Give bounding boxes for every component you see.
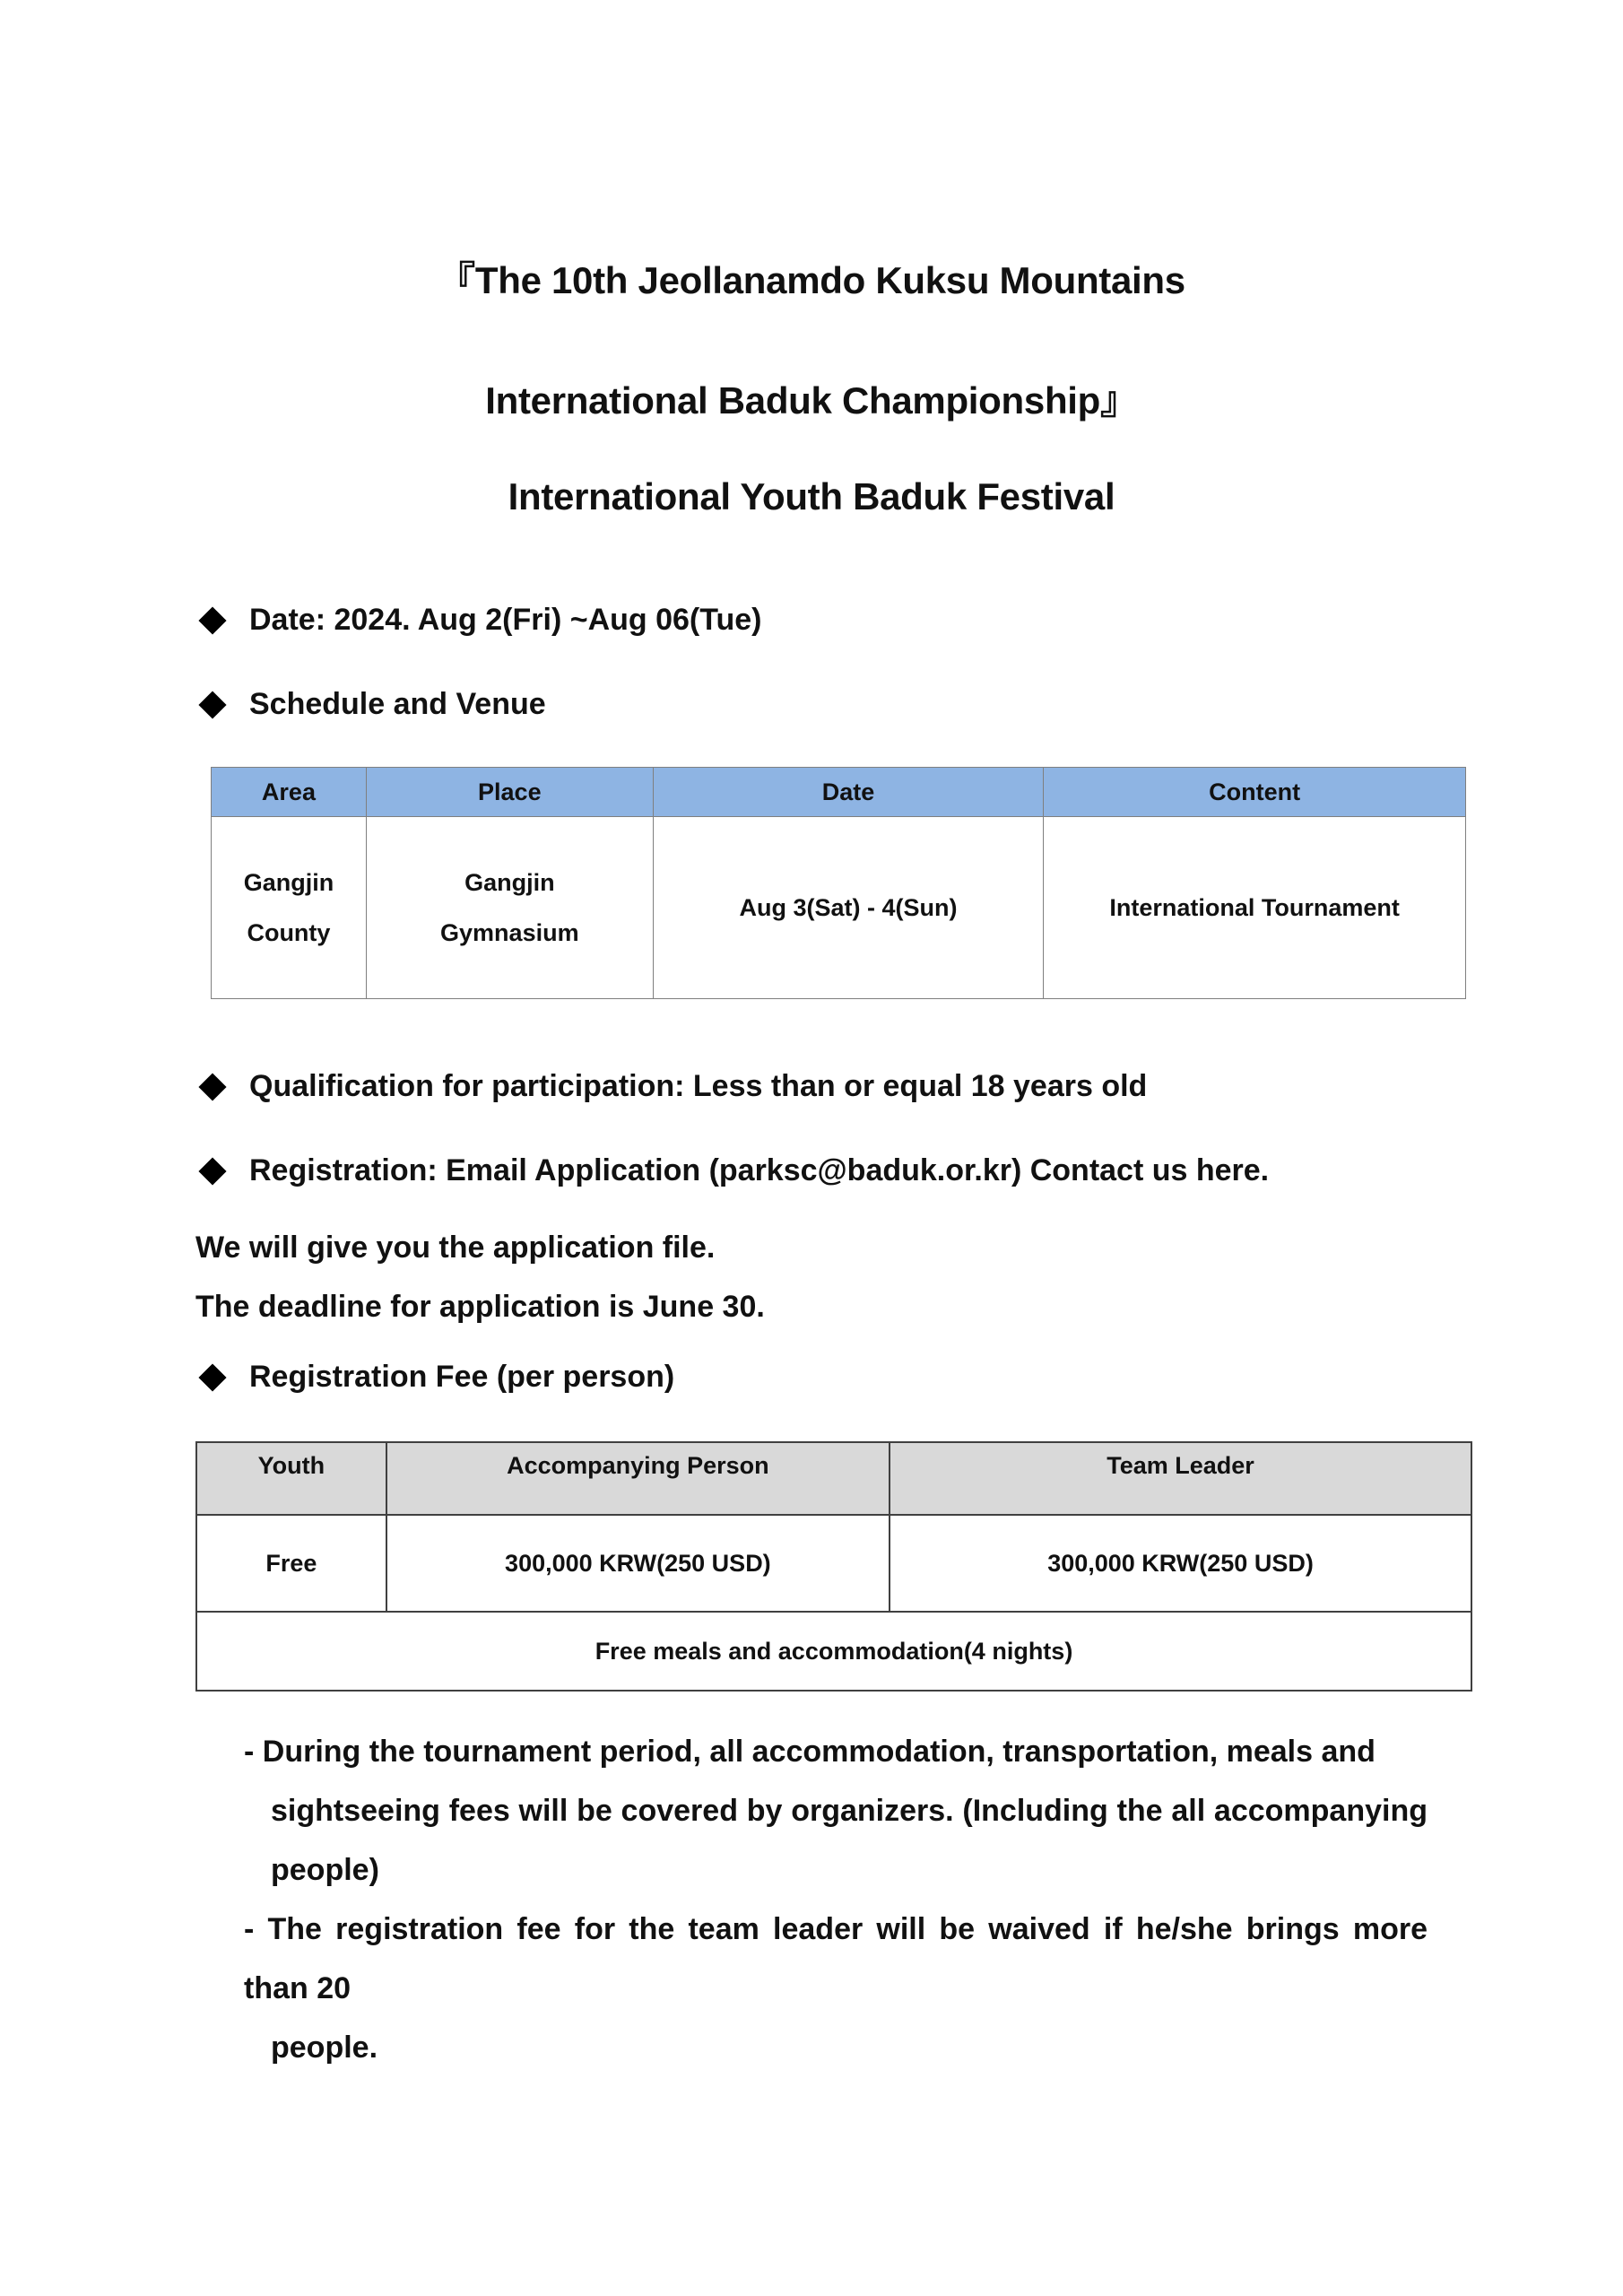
cell-date: Aug 3(Sat) - 4(Sun) bbox=[653, 817, 1044, 999]
black-diamond-icon bbox=[198, 1073, 226, 1100]
date-text: Date: 2024. Aug 2(Fri) ~Aug 06(Tue) bbox=[249, 603, 762, 637]
note-2-line-2: people. bbox=[271, 2031, 378, 2065]
fee-table bbox=[195, 1441, 1472, 1692]
application-file-text: We will give you the application file. bbox=[195, 1231, 716, 1265]
column-header-content: Content bbox=[1044, 768, 1466, 817]
note-1 bbox=[244, 1722, 1428, 1900]
table-row bbox=[212, 817, 1466, 999]
black-diamond-icon bbox=[198, 691, 226, 718]
column-header-youth: Youth bbox=[196, 1442, 386, 1515]
cell-team-leader-fee: 300,000 KRW(250 USD) bbox=[890, 1515, 1471, 1612]
fee-heading-item bbox=[195, 1360, 674, 1395]
note-2-line-1: - The registration fee for the team leader will be waived if he/she brings more than 20 bbox=[244, 1912, 1428, 2005]
title-line-1: 『The 10th Jeollanamdo Kuksu Mountains bbox=[438, 259, 1185, 301]
date-item bbox=[195, 603, 762, 638]
black-diamond-icon bbox=[198, 606, 226, 634]
fee-header-row bbox=[196, 1442, 1471, 1515]
column-header-accompanying: Accompanying Person bbox=[386, 1442, 890, 1515]
black-diamond-icon bbox=[198, 1363, 226, 1391]
area-line-1: Gangjin bbox=[243, 869, 334, 896]
cell-youth-fee: Free bbox=[196, 1515, 386, 1612]
registration-text: Registration: Email Application (parksc@baduk.or.kr) Contact us here. bbox=[249, 1153, 1270, 1187]
table-row bbox=[196, 1515, 1471, 1612]
title-line-2: International Baduk Championship』 bbox=[485, 379, 1138, 422]
cell-place bbox=[366, 817, 653, 999]
column-header-team-leader: Team Leader bbox=[890, 1442, 1471, 1515]
notes bbox=[244, 1722, 1428, 2077]
black-diamond-icon bbox=[198, 1157, 226, 1185]
table-row bbox=[196, 1612, 1471, 1691]
schedule-table bbox=[211, 767, 1466, 999]
qualification-item bbox=[195, 1069, 1147, 1104]
deadline-text: The deadline for application is June 30. bbox=[195, 1290, 765, 1324]
registration-item bbox=[195, 1153, 1269, 1188]
fee-heading: Registration Fee (per person) bbox=[249, 1360, 675, 1394]
area-line-2: County bbox=[247, 919, 331, 946]
cell-fee-note: Free meals and accommodation(4 nights) bbox=[196, 1612, 1471, 1691]
column-header-date: Date bbox=[653, 768, 1044, 817]
column-header-place: Place bbox=[366, 768, 653, 817]
place-line-1: Gangjin bbox=[464, 869, 555, 896]
cell-area bbox=[212, 817, 367, 999]
note-1-line-1: - During the tournament period, all accommodation, transportation, meals and bbox=[244, 1735, 1376, 1769]
schedule-header-row bbox=[212, 768, 1466, 817]
cell-accompanying-fee: 300,000 KRW(250 USD) bbox=[386, 1515, 890, 1612]
note-1-line-2: sightseeing fees will be covered by organizers. (Including the all accompanying people) bbox=[271, 1794, 1428, 1887]
schedule-heading: Schedule and Venue bbox=[249, 687, 546, 721]
note-2 bbox=[244, 1900, 1428, 2077]
place-line-2: Gymnasium bbox=[440, 919, 579, 946]
column-header-area: Area bbox=[212, 768, 367, 817]
title-line-3: International Youth Baduk Festival bbox=[508, 475, 1115, 517]
qualification-text: Qualification for participation: Less than or equal 18 years old bbox=[249, 1069, 1148, 1103]
cell-content: International Tournament bbox=[1044, 817, 1466, 999]
schedule-heading-item bbox=[195, 687, 546, 722]
